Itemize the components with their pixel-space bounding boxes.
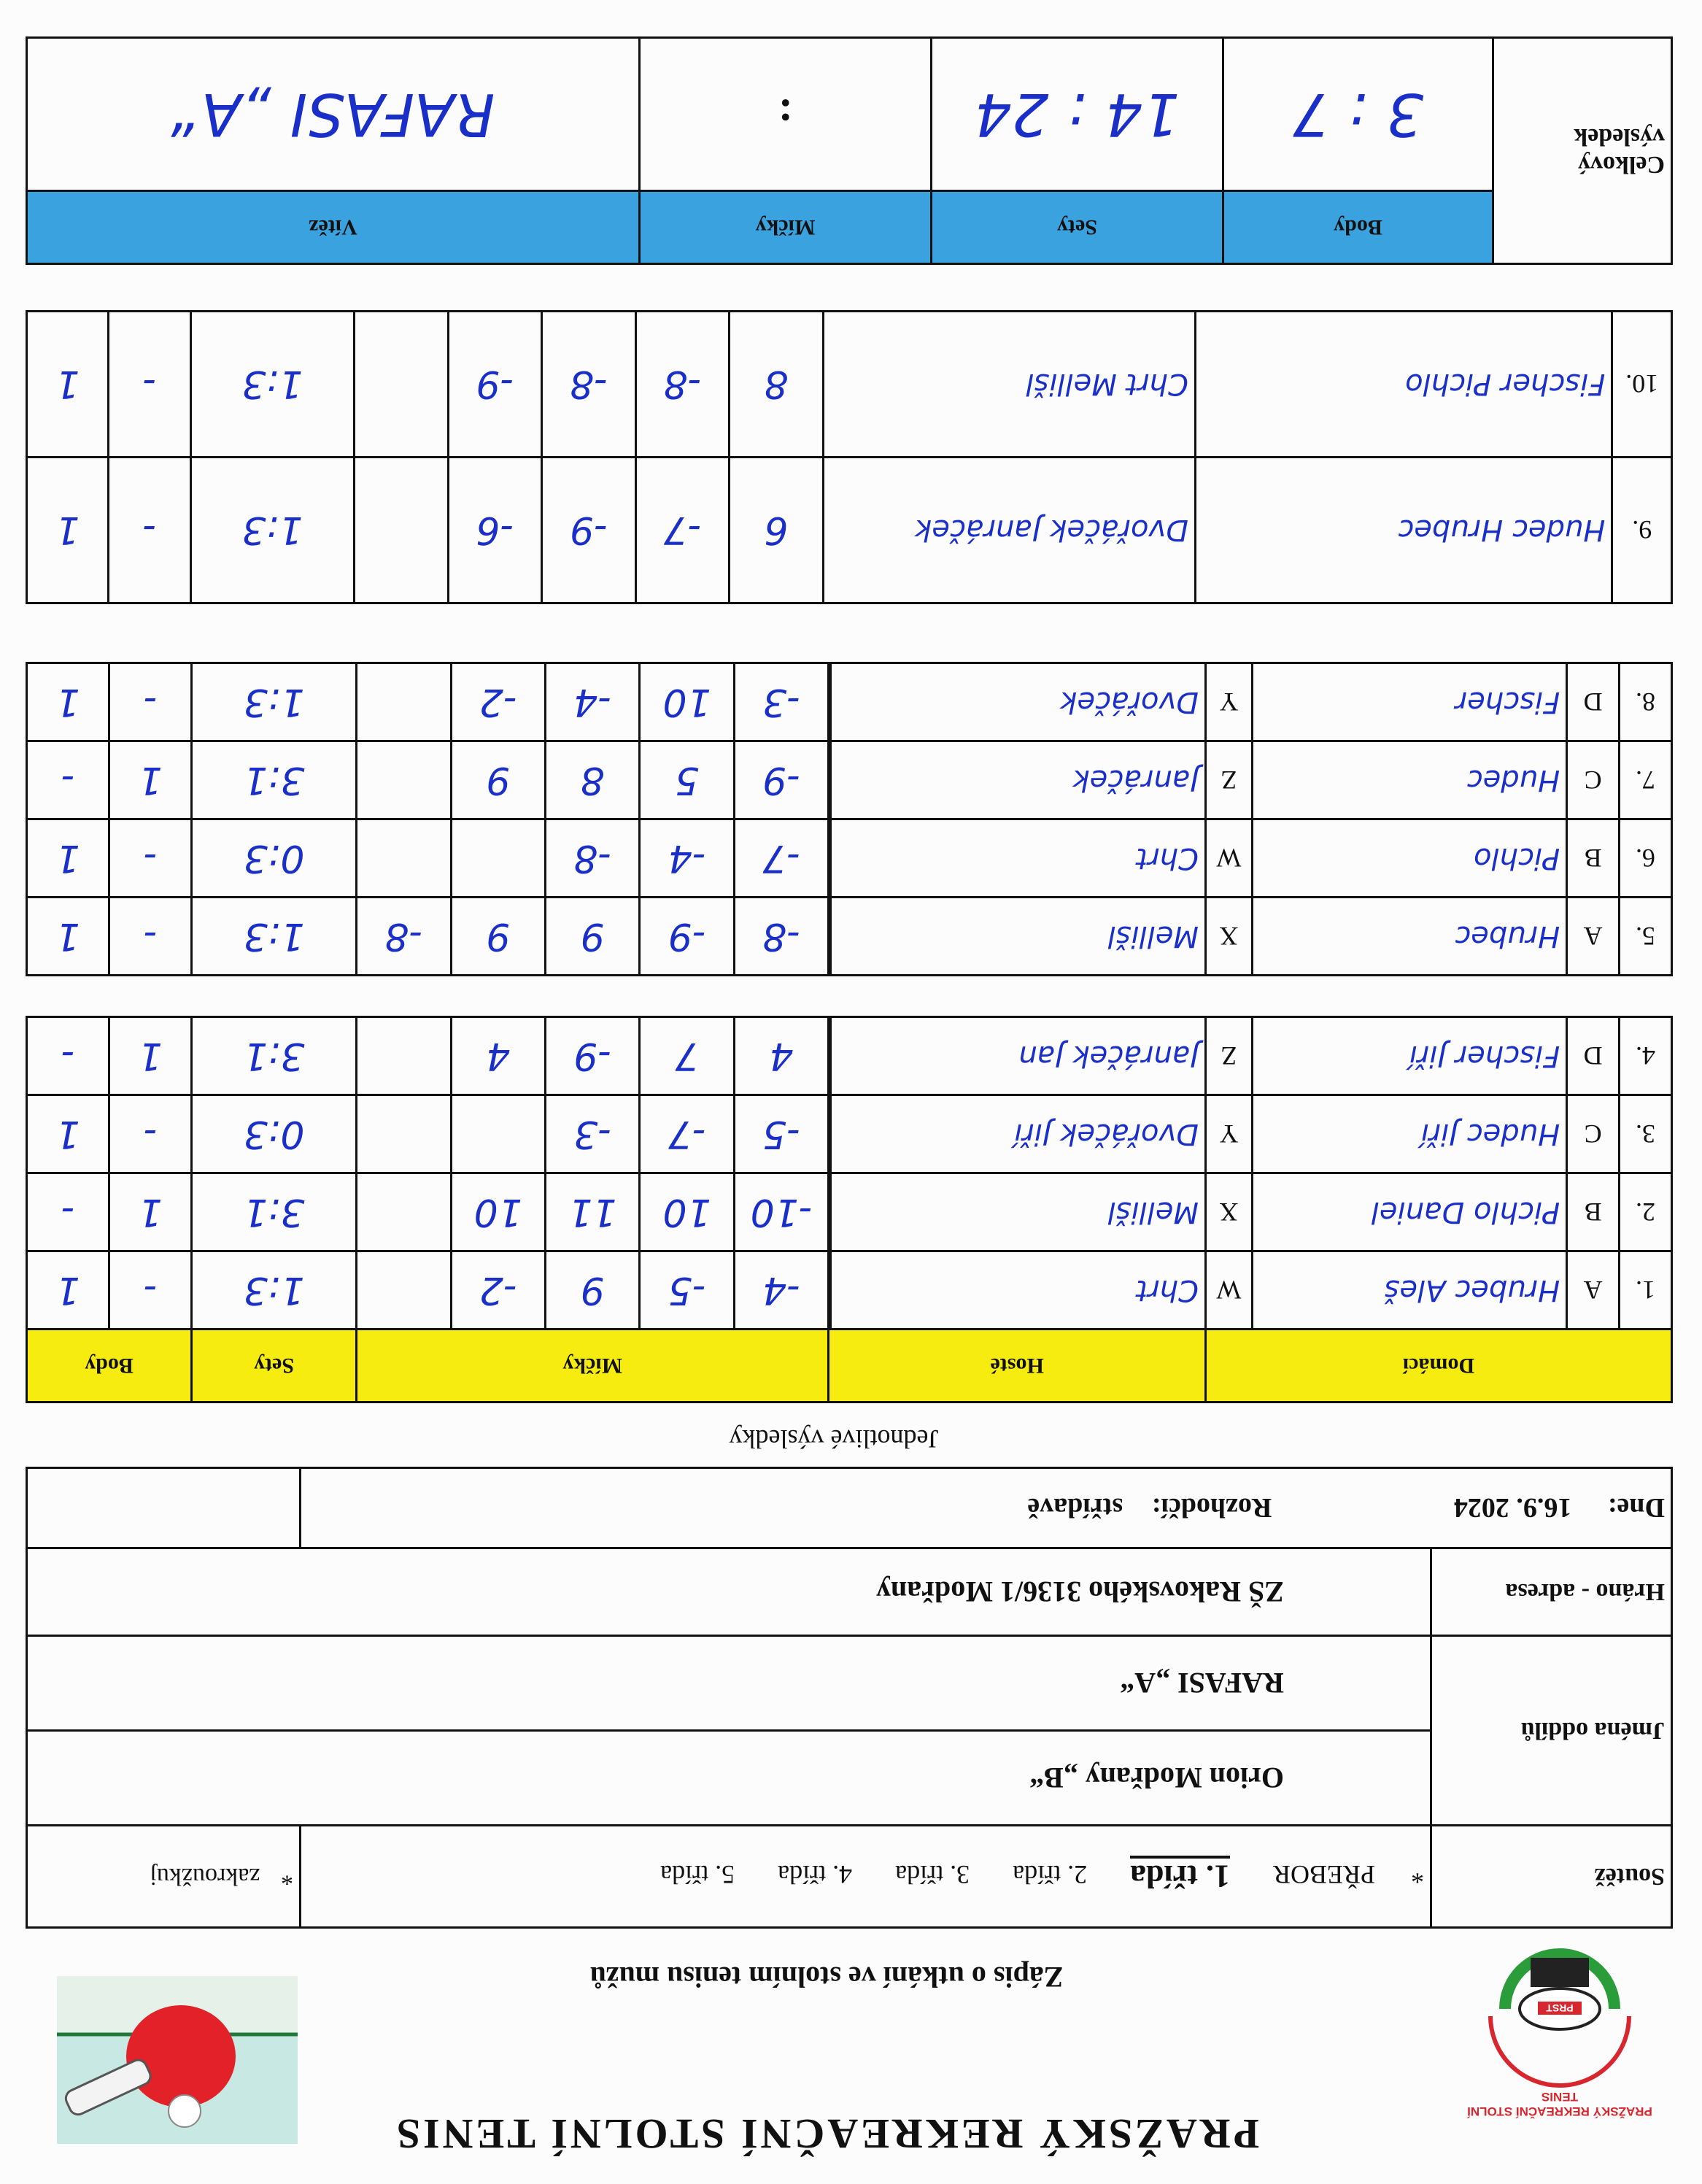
guest-point: - <box>27 741 109 819</box>
ball-score <box>357 1251 451 1330</box>
guest-point: - <box>27 1017 109 1095</box>
match-date: 16.9. 2024 <box>1453 1492 1572 1524</box>
match-row <box>27 663 1672 741</box>
home-player: Hrubec Aleš <box>1252 1251 1566 1330</box>
doubles-row <box>27 458 1672 603</box>
ball-score <box>357 1017 451 1095</box>
page-subtitle: Zápis o utkání ve stolním tenisu mužů <box>589 1961 1064 1994</box>
ball-score: -4 <box>545 663 639 741</box>
set-score: 3:1 <box>192 1173 357 1251</box>
ball-score: -7 <box>635 458 730 603</box>
spacer-cell <box>829 1095 831 1173</box>
class-option: 4. třída <box>778 1860 853 1889</box>
ball-score: 9 <box>451 741 545 819</box>
guest-player: Janráček <box>831 741 1206 819</box>
match-row <box>27 1251 1672 1330</box>
doubles-row <box>27 312 1672 458</box>
doubles-table <box>26 310 1673 604</box>
guest-position: Z <box>1206 1017 1253 1095</box>
home-pair: Fischer Pichlo <box>1195 312 1612 458</box>
ball-score: -2 <box>451 1251 545 1330</box>
ball-score: -4 <box>640 819 734 898</box>
guest-point: - <box>27 1173 109 1251</box>
guest-position: Z <box>1206 741 1253 819</box>
ball-score: -2 <box>451 663 545 741</box>
home-point: - <box>109 458 190 603</box>
home-point: 1 <box>109 1173 192 1251</box>
ping-pong-icon <box>57 1976 298 2144</box>
guest-point: 1 <box>27 1095 109 1173</box>
set-score: 0:3 <box>192 819 357 898</box>
home-player: Pichlo Daniel <box>1252 1173 1566 1251</box>
home-position: B <box>1567 819 1620 898</box>
class-option: 3. třída <box>895 1860 970 1889</box>
match-row <box>27 1017 1672 1095</box>
ball-score: 9 <box>545 1251 639 1330</box>
total-balls-label: Míčky <box>640 191 932 264</box>
ball-score <box>357 741 451 819</box>
empty-cell <box>27 1468 301 1548</box>
guest-player: Janráček Jan <box>831 1017 1206 1095</box>
home-pair: Hudec Hrubec <box>1195 458 1612 603</box>
ball-score <box>355 312 449 458</box>
ball-score <box>357 663 451 741</box>
competition-prefix: PŘEBOR <box>1272 1860 1375 1889</box>
ball-score: -8 <box>734 898 828 976</box>
spacer-cell <box>829 663 831 741</box>
singles-table-a <box>26 1016 1673 1403</box>
match-number: 10. <box>1612 312 1672 458</box>
spacer-cell <box>829 898 831 976</box>
ball-score: -9 <box>542 458 636 603</box>
ball-score <box>451 1095 545 1173</box>
col-guests: Hosté <box>829 1330 1206 1402</box>
guest-player: Chrt <box>831 819 1206 898</box>
ball-score <box>357 1173 451 1251</box>
set-score: 1:3 <box>190 458 354 603</box>
guest-position: Y <box>1206 663 1253 741</box>
ball-score: 8 <box>545 741 639 819</box>
match-number: 2. <box>1620 1173 1672 1251</box>
home-point: - <box>109 1095 192 1173</box>
circle-note-text: zakroužkuj <box>150 1863 260 1891</box>
col-balls: Míčky <box>357 1330 829 1402</box>
match-number: 7. <box>1620 741 1672 819</box>
ball-score: -7 <box>640 1095 734 1173</box>
ball-score: -9 <box>448 312 542 458</box>
home-position: D <box>1567 1017 1620 1095</box>
ball-score: 10 <box>640 663 734 741</box>
ball-score: 4 <box>734 1017 828 1095</box>
match-info-table <box>26 1467 1673 1929</box>
guest-pair: Dvořáček Janráček <box>823 458 1195 603</box>
set-score: 1:3 <box>192 898 357 976</box>
guest-position: X <box>1206 1173 1253 1251</box>
soutez-label: Soutěž <box>1431 1826 1672 1928</box>
logo-badge: PRST <box>1546 2002 1574 2014</box>
set-score: 1:3 <box>192 663 357 741</box>
set-score: 1:3 <box>190 312 354 458</box>
venue-address: ZŠ Rakovského 3136/1 Modřany <box>27 1548 1431 1636</box>
ball-score <box>451 819 545 898</box>
match-number: 5. <box>1620 898 1672 976</box>
guest-point: 1 <box>27 312 109 458</box>
total-sets-label: Sety <box>932 191 1223 264</box>
spacer-cell <box>829 819 831 898</box>
ball-score <box>357 819 451 898</box>
home-player: Fischer <box>1252 663 1566 741</box>
home-point: - <box>109 663 192 741</box>
total-result-table <box>26 36 1673 265</box>
guest-player: Mellišl <box>831 1173 1206 1251</box>
ball-score: 11 <box>545 1173 639 1251</box>
col-home: Domácí <box>1206 1330 1672 1402</box>
ball-score: 10 <box>640 1173 734 1251</box>
home-player: Pichlo <box>1252 819 1566 898</box>
home-point: - <box>109 1251 192 1330</box>
ball-score: -5 <box>640 1251 734 1330</box>
ball-score: 9 <box>545 898 639 976</box>
ball-score: 8 <box>730 312 824 458</box>
winner-label: Vítěz <box>27 191 640 264</box>
guest-point: 1 <box>27 898 109 976</box>
guest-player: Chrt <box>831 1251 1206 1330</box>
referee-value: střídavě <box>1027 1492 1123 1524</box>
guest-position: Y <box>1206 1095 1253 1173</box>
home-position: C <box>1567 741 1620 819</box>
total-label: Celkový výsledek <box>1493 38 1672 264</box>
set-score: 3:1 <box>192 1017 357 1095</box>
home-point: 1 <box>109 1017 192 1095</box>
spacer-cell <box>829 1017 831 1095</box>
ball-score: -3 <box>734 663 828 741</box>
guest-position: X <box>1206 898 1253 976</box>
class-option: 5. třída <box>660 1860 735 1889</box>
ball-score: 7 <box>640 1017 734 1095</box>
match-row <box>27 741 1672 819</box>
ball-score: -3 <box>545 1095 639 1173</box>
circle-note <box>27 1826 301 1928</box>
match-row <box>27 898 1672 976</box>
match-number: 1. <box>1620 1251 1672 1330</box>
col-sets: Sety <box>192 1330 357 1402</box>
home-point: 1 <box>109 741 192 819</box>
total-balls-value: : <box>640 38 932 191</box>
home-position: C <box>1567 1095 1620 1173</box>
date-referee-cell <box>301 1468 1672 1548</box>
results-caption: Jednotlivé výsledky <box>729 1424 939 1454</box>
ball-score: -8 <box>635 312 730 458</box>
guest-player: Mellišl <box>831 898 1206 976</box>
star-marker: * <box>1411 1860 1424 1889</box>
match-number: 3. <box>1620 1095 1672 1173</box>
class-option: 2. třída <box>1013 1860 1088 1889</box>
home-team-name: Orion Modřany „B“ <box>27 1731 1431 1826</box>
page-title: PRAŽSKÝ REKREAČNÍ STOLNÍ TENIS <box>393 2110 1260 2158</box>
winner-value: RAFASI „A“ <box>27 38 640 191</box>
ball-score: -9 <box>734 741 828 819</box>
guest-player: Dvořáček Jiří <box>831 1095 1206 1173</box>
prst-logo <box>1461 1929 1658 2126</box>
guest-player: Dvořáček <box>831 663 1206 741</box>
ball-score: -8 <box>357 898 451 976</box>
home-player: Hudec <box>1252 741 1566 819</box>
ball-score: 10 <box>451 1173 545 1251</box>
col-points: Body <box>27 1330 192 1402</box>
set-score: 0:3 <box>192 1095 357 1173</box>
spacer-cell <box>829 1251 831 1330</box>
home-player: Fischer Jiří <box>1252 1017 1566 1095</box>
match-row <box>27 819 1672 898</box>
logo-caption: PRAŽSKÝ REKREAČNÍ STOLNÍ TENIS <box>1467 2090 1652 2118</box>
total-sets-value: 14 : 24 <box>932 38 1223 191</box>
set-score: 1:3 <box>192 1251 357 1330</box>
home-point: - <box>109 819 192 898</box>
match-row <box>27 1173 1672 1251</box>
spacer-cell <box>829 1173 831 1251</box>
guest-point: 1 <box>27 819 109 898</box>
home-position: D <box>1567 663 1620 741</box>
ball-score: -10 <box>734 1173 828 1251</box>
ball-score: -8 <box>542 312 636 458</box>
ball-score: 4 <box>451 1017 545 1095</box>
spacer-cell <box>829 741 831 819</box>
star-marker: * <box>281 1863 293 1891</box>
total-points-label: Body <box>1223 191 1493 264</box>
total-points-value: 3 : 7 <box>1223 38 1493 191</box>
home-position: A <box>1567 898 1620 976</box>
match-number: 6. <box>1620 819 1672 898</box>
competition-class-cell <box>301 1826 1431 1928</box>
match-row <box>27 1095 1672 1173</box>
guest-point: 1 <box>27 663 109 741</box>
ball-score: 5 <box>640 741 734 819</box>
match-number: 8. <box>1620 663 1672 741</box>
guest-point: 1 <box>27 1251 109 1330</box>
venue-label: Hráno - adresa <box>1431 1548 1672 1636</box>
home-position: A <box>1567 1251 1620 1330</box>
guest-position: W <box>1206 1251 1253 1330</box>
home-player: Hudec Jiří <box>1252 1095 1566 1173</box>
singles-table-b <box>26 662 1673 976</box>
date-label: Dne: <box>1607 1492 1665 1524</box>
ball-score: -8 <box>545 819 639 898</box>
selected-class: 1. třída <box>1130 1856 1230 1894</box>
ball-score: -9 <box>640 898 734 976</box>
teams-label: Jména oddílů <box>1431 1636 1672 1826</box>
home-player: Hrubec <box>1252 898 1566 976</box>
ball-score: 9 <box>451 898 545 976</box>
guest-pair: Chrt Mellišl <box>823 312 1195 458</box>
ball-score: -7 <box>734 819 828 898</box>
guest-position: W <box>1206 819 1253 898</box>
ball-score: -6 <box>448 458 542 603</box>
ball-score: 6 <box>730 458 824 603</box>
home-point: - <box>109 898 192 976</box>
home-position: B <box>1567 1173 1620 1251</box>
guest-point: 1 <box>27 458 109 603</box>
away-team-name: RAFASI „A“ <box>27 1636 1431 1731</box>
ball-score: -4 <box>734 1251 828 1330</box>
set-score: 3:1 <box>192 741 357 819</box>
referee-label: Rozhodčí: <box>1151 1492 1272 1524</box>
ball-score: -5 <box>734 1095 828 1173</box>
match-number: 4. <box>1620 1017 1672 1095</box>
ball-score: -9 <box>545 1017 639 1095</box>
match-number: 9. <box>1612 458 1672 603</box>
home-point: - <box>109 312 190 458</box>
ball-score <box>357 1095 451 1173</box>
ball-score <box>355 458 449 603</box>
